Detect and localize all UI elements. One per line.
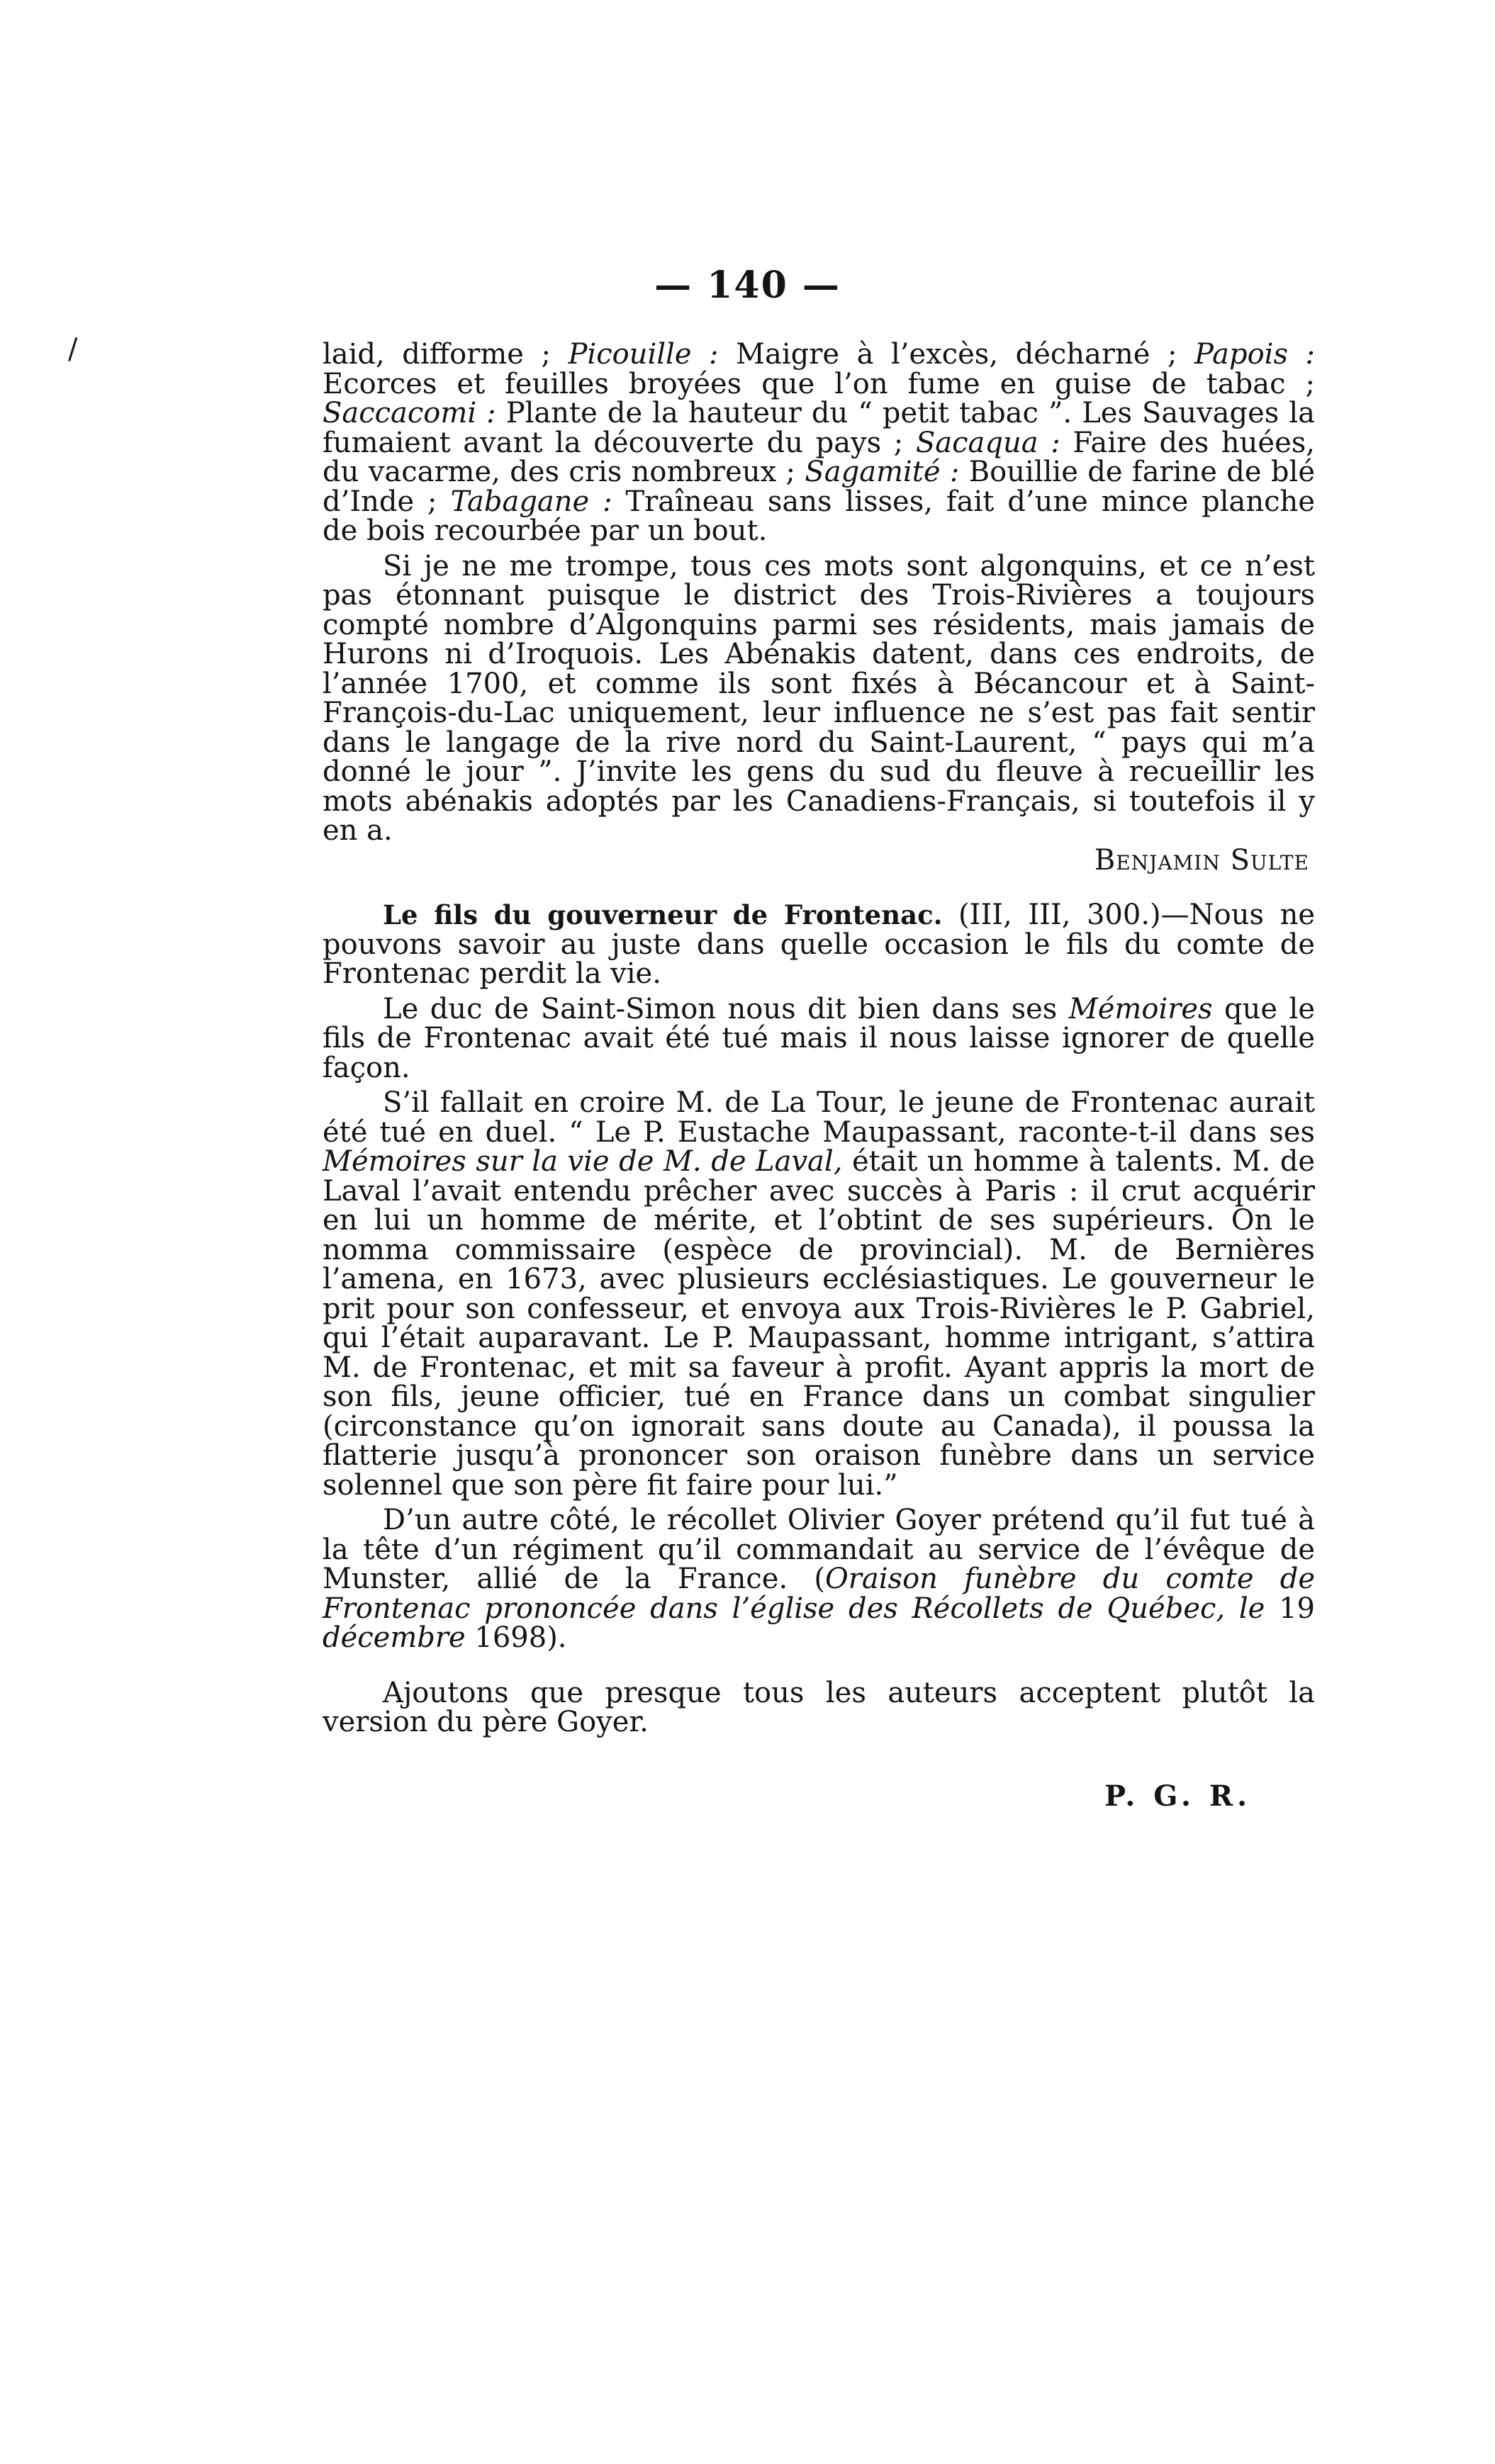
body-text <box>323 340 1315 1811</box>
term-papois: Papois : <box>1194 338 1315 371</box>
term-sacaqua: Sacaqua : <box>915 426 1060 459</box>
title-memoires: Mémoires <box>1068 992 1213 1025</box>
paragraph-la-tour <box>323 1088 1315 1500</box>
text-run: (III, III, 300.)—Nous ne pouvons savoir au juste dans quelle occasion le fils du comte de Frontenac perdit la vie. <box>323 899 1315 990</box>
text-run: Le duc de Saint-Simon nous dit bien dans ses <box>383 992 1069 1025</box>
paragraph-saint-simon <box>323 992 1316 1084</box>
term-tabagane: Tabagane : <box>450 485 612 518</box>
text-run: Maigre à l’excès, décharné ; <box>718 338 1194 371</box>
paragraph-frontenac-son <box>323 901 1315 989</box>
paragraph-goyer <box>323 1506 1315 1653</box>
text-run: laid, difforme ; <box>323 338 569 371</box>
paragraph-conclusion: Ajoutons que presque tous les auteurs acceptent plutôt la version du père Goyer. <box>323 1676 1315 1738</box>
text-run: que le fils de Frontenac avait été tué mais il nous laisse ignorer de quelle façon. <box>323 992 1316 1084</box>
text-run: 19 <box>1265 1592 1316 1625</box>
text-run: était un homme à talents. M. de Laval l’avait entendu prêcher avec succès à Paris : il crut acquérir en lui un homme de mérite, et l’obtint de ses supérieurs. On le nomma commissaire (espèce de provincial). M. de Bernières l’amena, en 1673, avec plusieurs ecclésiastiques. Le gouverneur le prit pour son confesseur, et envoya aux Trois-Rivières le P. Gabriel, qui l’était auparavant. Le P. Maupassant, homme intrigant, s’attira M. de Frontenac, et mit sa faveur à profit. Ayant appris la mort de son fils, jeune officier, tué en France dans un combat singulier (circonstance qu’on ignorait sans doute au Canada), il poussa la flatterie jusqu’à prononcer son oraison funèbre dans un service solennel que son père fit faire pour lui.” <box>323 1145 1316 1502</box>
section-title: Le fils du gouverneur de Frontenac. <box>383 899 943 930</box>
page-number: — 140 — <box>654 264 841 307</box>
text-run: Plante de la hauteur du “ petit tabac ”. Les Sauvages la fumaient avant la découverte du pays ; <box>323 397 1315 459</box>
text-run: Faire des huées, du vacarme, des cris nombreux ; <box>323 426 1316 488</box>
text-run: Traîneau sans lisses, fait d’une mince planche de bois recourbée par un bout. <box>323 485 1315 547</box>
signature-initials: P. G. R. <box>1104 1779 1251 1813</box>
text-run: Ecorces et feuilles broyées que l’on fume en guise de tabac ; <box>323 367 1315 400</box>
paragraph-glossary <box>323 340 1315 546</box>
text-run: S’il fallait en croire M. de La Tour, le jeune de Frontenac aurait été tué en duel. “ Le P. Eustache Maupassant, raconte-t-il dans ses <box>323 1086 1315 1149</box>
text-run: Bouillie de farine de blé d’Inde ; <box>323 456 1315 518</box>
title-oraison-funebre: Oraison funèbre du comte de Frontenac prononcée dans l’église des Récollets de Québec, le <box>323 1563 1315 1625</box>
text-run-italic: décembre <box>323 1621 466 1654</box>
text-run: 1698). <box>465 1621 567 1654</box>
signature-benjamin-sulte: Benjamin Sulte <box>1094 843 1309 877</box>
title-memoires-laval: Mémoires sur la vie de M. de Laval, <box>323 1145 843 1178</box>
text-run: D’un autre côté, le récollet Olivier Goyer prétend qu’il fut tué à la tête d’un régiment qu’il commandait au service de l’évêque de Munster, allié de la France. ( <box>323 1504 1315 1595</box>
paragraph-algonquin: Si je ne me trompe, tous ces mots sont algonquins, et ce n’est pas étonnant puisque le district des Trois-Rivières a toujours compté nombre d’Algonquins parmi ses résidents, mais jamais de Hurons ni d’Iroquois. Les Abénakis datent, dans ces endroits, de l’année 1700, et comme ils sont fixés à Bécancour et à Saint-François-du-Lac uniquement, leur influence ne s’est pas fait sentir dans le langage de la rive nord du Saint-Laurent, “ pays qui m’a donné le jour ”. J’invite les gens du sud du fleuve à recueillir les mots abénakis adoptés par les Canadiens-Français, si toutefois il y en a. <box>323 549 1315 847</box>
stray-margin-mark: / <box>68 333 78 366</box>
term-picouille: Picouille : <box>568 338 719 371</box>
term-sagamite: Sagamité : <box>805 456 960 488</box>
term-saccacomi: Saccacomi : <box>323 397 496 429</box>
